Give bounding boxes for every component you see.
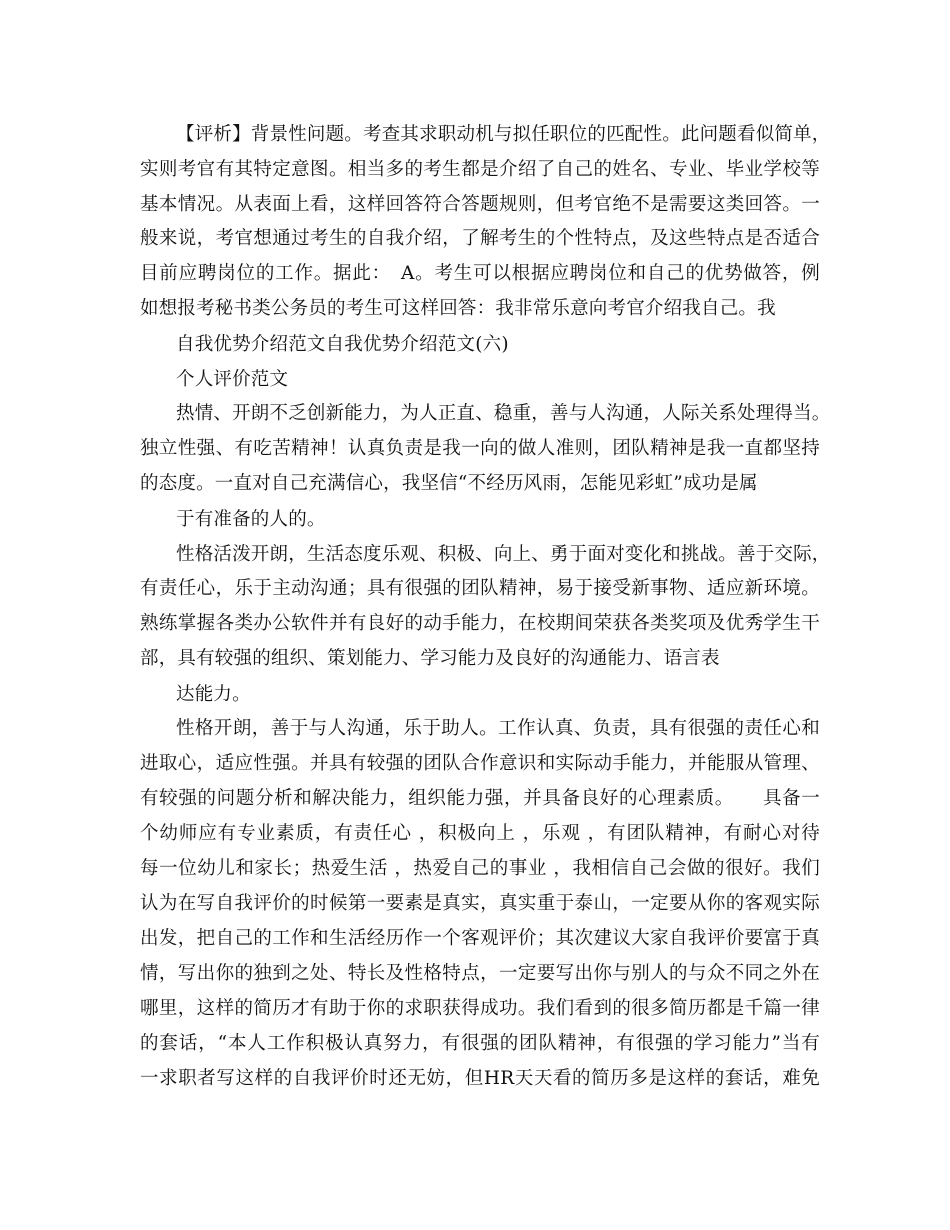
paragraph-line: 目前应聘岗位的工作。据此： A。考生可以根据应聘岗位和自己的优势做答，例	[140, 263, 820, 284]
paragraph-line: 情，写出你的独到之处、特长及性格特点，一定要写出你与别人的与众不同之外在	[140, 963, 820, 984]
paragraph-line: 性格活泼开朗，生活态度乐观、积极、向上、勇于面对变化和挑战。善于交际，	[176, 544, 831, 565]
paragraph-line: 一求职者写这样的自我评价时还无妨，但HR天天看的简历多是这样的套话，难免	[140, 1068, 820, 1089]
paragraph-line: 【评析】背景性问题。考查其求职动机与拟任职位的匹配性。此问题看似简单，	[176, 124, 831, 145]
paragraph-line: 有较强的问题分析和解决能力，组织能力强，并具备良好的心理素质。 具备一	[140, 788, 820, 809]
paragraph-line: 有责任心，乐于主动沟通；具有很强的团队精神，易于接受新事物、适应新环境。	[140, 578, 820, 599]
paragraph-line: 的态度。一直对自己充满信心，我坚信“不经历风雨，怎能见彩虹”成功是属	[140, 473, 758, 494]
paragraph-line: 的套话，“本人工作积极认真努力，有很强的团队精神，有很强的学习能力”当有	[140, 1033, 820, 1054]
paragraph-line: 热情、开朗不乏创新能力，为人正直、稳重，善与人沟通，人际关系处理得当。	[176, 403, 831, 424]
paragraph-line: 性格开朗，善于与人沟通，乐于助人。工作认真、负责，具有很强的责任心和	[176, 718, 820, 739]
paragraph-line: 基本情况。从表面上看，这样回答符合答题规则，但考官绝不是需要这类回答。一	[140, 194, 820, 215]
paragraph-line: 独立性强、有吃苦精神！认真负责是我一向的做人准则，团队精神是我一直都坚持	[140, 438, 820, 459]
paragraph-line: 哪里，这样的简历才有助于你的求职获得成功。我们看到的很多简历都是千篇一律	[140, 998, 820, 1019]
section-title: 自我优势介绍范文自我优势介绍范文(六)	[176, 334, 509, 355]
paragraph-line: 达能力。	[176, 684, 251, 705]
paragraph-line: 于有准备的人的。	[176, 509, 326, 530]
paragraph-line: 进取心，适应性强。并具有较强的团队合作意识和实际动手能力，并能服从管理、	[140, 753, 820, 774]
section-subtitle: 个人评价范文	[176, 369, 289, 390]
paragraph-line: 部，具有较强的组织、策划能力、学习能力及良好的沟通能力、语言表	[140, 648, 720, 669]
paragraph-line: 认为在写自我评价的时候第一要素是真实，真实重于泰山，一定要从你的客观实际	[140, 893, 820, 914]
paragraph-line: 出发，把自己的工作和生活经历作一个客观评价；其次建议大家自我评价要富于真	[140, 928, 820, 949]
paragraph-line: 个幼师应有专业素质，有责任心 ，积极向上 ，乐观 ，有团队精神，有耐心对待	[140, 823, 820, 844]
paragraph-line: 熟练掌握各类办公软件并有良好的动手能力，在校期间荣获各类奖项及优秀学生干	[140, 613, 820, 634]
paragraph-line: 般来说，考官想通过考生的自我介绍，了解考生的个性特点，及这些特点是否适合	[140, 228, 820, 249]
paragraph-line: 实则考官有其特定意图。相当多的考生都是介绍了自己的姓名、专业、毕业学校等	[140, 159, 820, 180]
paragraph-line: 每一位幼儿和家长；热爱生活 ，热爱自己的事业 ，我相信自己会做的很好。我们	[140, 858, 820, 879]
paragraph-line: 如想报考秘书类公务员的考生可这样回答：我非常乐意向考官介绍我自己。我	[140, 298, 776, 319]
